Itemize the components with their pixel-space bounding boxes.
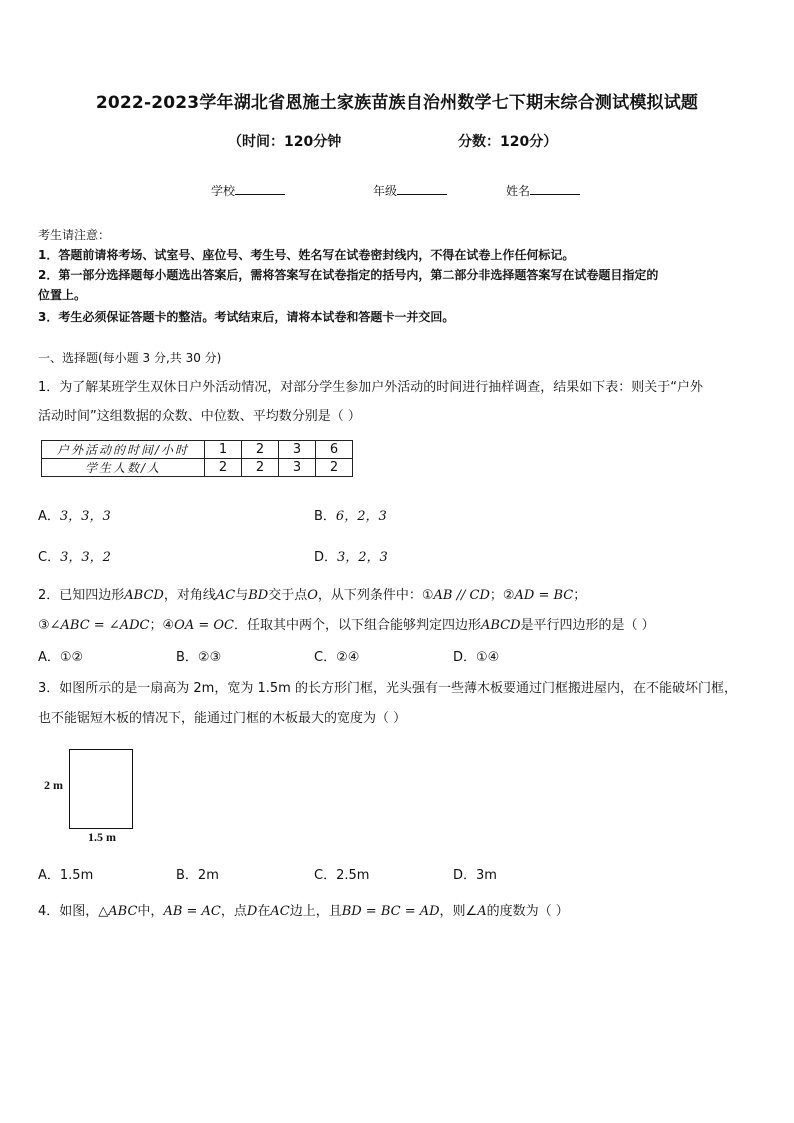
grade-field: [373, 182, 447, 199]
q4-text: ，则∠: [439, 904, 478, 919]
q4-text: 的度数为（ ）: [486, 904, 569, 919]
q3-option-d: D．3m: [453, 868, 497, 883]
q2-text: ，从下列条件中：①: [317, 588, 434, 603]
table-cell: 2: [242, 459, 279, 477]
notice-heading: 考生请注意：: [38, 228, 111, 242]
q3-option-a: A．1.5m: [38, 868, 94, 883]
q3-line2: 也不能锯短木板的情况下，能通过门框的木板最大的宽度为（ ）: [38, 711, 407, 726]
name-blank: [530, 182, 580, 195]
q2-math: AC: [215, 588, 236, 603]
exam-title: 2022-2023学年湖北省恩施土家族苗族自治州数学七下期末综合测试模拟试题: [95, 93, 699, 113]
q2-text: ；④: [149, 618, 175, 633]
q1-option-a: [38, 505, 111, 524]
table-cell: 2: [316, 459, 353, 477]
q4-text: ，点: [220, 904, 247, 919]
section-title: 一、选择题(每小题 3 分,共 30 分): [38, 351, 222, 365]
name-label: 姓名: [506, 184, 531, 198]
q2-math: O: [307, 588, 318, 603]
q3-option-c: C．2.5m: [314, 868, 370, 883]
door-width-label: 1.5 m: [88, 830, 116, 844]
q4-math: D: [246, 904, 258, 919]
table-cell: 3: [279, 441, 316, 459]
q4-math: AC: [270, 904, 290, 919]
grade-blank: [397, 182, 447, 195]
school-label: 学校: [211, 184, 236, 198]
q4-math: A: [477, 904, 487, 919]
door-height-label: 2 m: [44, 778, 63, 792]
q2-text: 2．已知四边形: [38, 588, 125, 603]
q1-line2: 活动时间”这组数据的众数、中位数、平均数分别是（ ）: [38, 409, 361, 424]
notice-item: 1．答题前请将考场、试室号、座位号、考生号、姓名写在试卷密封线内，不得在试卷上作任何标记。: [38, 248, 575, 262]
notice-item: 位置上。: [38, 288, 87, 302]
q2-option-c: C．②④: [314, 650, 360, 665]
option-letter: C．: [38, 550, 61, 565]
q4-text: 中，: [137, 904, 164, 919]
option-text: 3，3，2: [60, 550, 111, 565]
q4-math: △ABC: [98, 904, 138, 919]
q2-math: BD: [248, 588, 269, 603]
q2-math: AB // CD: [433, 588, 490, 603]
q2-text: ．任取其中两个，以下组合能够判定四边形: [233, 618, 481, 633]
q4-math: BD = BC = AD: [341, 904, 440, 919]
option-text: 3，3，3: [59, 509, 111, 524]
q2-line2: [38, 614, 655, 633]
q2-text: 交于点: [268, 588, 308, 603]
table-cell: 2: [205, 459, 242, 477]
school-field: [211, 182, 285, 199]
table-cell: 6: [316, 441, 353, 459]
q2-option-b: B．②③: [176, 650, 222, 665]
q1-line1: 1．为了解某班学生双休日户外活动情况，对部分学生参加户外活动的时间进行抽样调查，结果如下表：则关于“户外: [38, 380, 704, 395]
q1-data-table: [41, 440, 353, 477]
q1-option-d: [314, 546, 388, 565]
name-field: [506, 182, 580, 199]
q4-text: 边上，且: [289, 904, 342, 919]
q1-option-c: [38, 546, 111, 565]
table-row: [42, 459, 353, 477]
q4-line: [38, 900, 569, 919]
q2-math: ABCD: [124, 588, 164, 603]
school-blank: [235, 182, 285, 195]
option-text: 6，2，3: [335, 509, 387, 524]
q3-option-b: B．2m: [176, 868, 219, 883]
q2-text: 与: [235, 588, 249, 603]
option-letter: A．: [38, 509, 60, 524]
q4-text: 在: [257, 904, 271, 919]
q2-option-a: A．①②: [38, 650, 84, 665]
q2-line1: [38, 584, 586, 603]
q2-math: OA = OC: [174, 618, 234, 633]
q2-math: ∠ABC = ∠ADC: [49, 618, 150, 633]
q2-text: ；②: [489, 588, 515, 603]
q4-text: 4．如图，: [38, 904, 99, 919]
q2-math: AD = BC: [514, 588, 574, 603]
q3-line1: 3．如图所示的是一扇高为 2m，宽为 1.5m 的长方形门框，光头强有一些薄木板要通过门框搬进屋内，在不能破坏门框，: [38, 681, 737, 696]
q2-text: ③: [38, 618, 50, 633]
door-frame-figure: [69, 749, 133, 829]
q2-option-d: D．①④: [453, 650, 500, 665]
q2-math: ABCD: [480, 618, 521, 633]
q2-text: ；: [573, 588, 587, 603]
notice-item: 2．第一部分选择题每小题选出答案后，需将答案写在试卷指定的括号内，第二部分非选择题答案写在试卷题目指定的: [38, 268, 659, 282]
exam-score: 分数：120分）: [458, 134, 558, 150]
option-text: 3，2，3: [337, 550, 388, 565]
option-letter: D．: [314, 550, 338, 565]
table-cell: 1: [205, 441, 242, 459]
grade-label: 年级: [373, 184, 398, 198]
exam-time: （时间：120分钟: [228, 134, 342, 150]
q2-text: ，对角线: [163, 588, 216, 603]
option-letter: B．: [314, 509, 336, 524]
table-row-label: 学生人数/人: [42, 459, 205, 477]
notice-item: 3．考生必须保证答题卡的整洁。考试结束后，请将本试卷和答题卡一并交回。: [38, 310, 455, 324]
table-row-label: 户外活动的时间/小时: [42, 441, 205, 459]
q2-text: 是平行四边形的是（ ）: [520, 618, 655, 633]
q1-option-b: [314, 505, 387, 524]
table-cell: 3: [279, 459, 316, 477]
table-row: [42, 441, 353, 459]
table-cell: 2: [242, 441, 279, 459]
q4-math: AB = AC: [163, 904, 221, 919]
